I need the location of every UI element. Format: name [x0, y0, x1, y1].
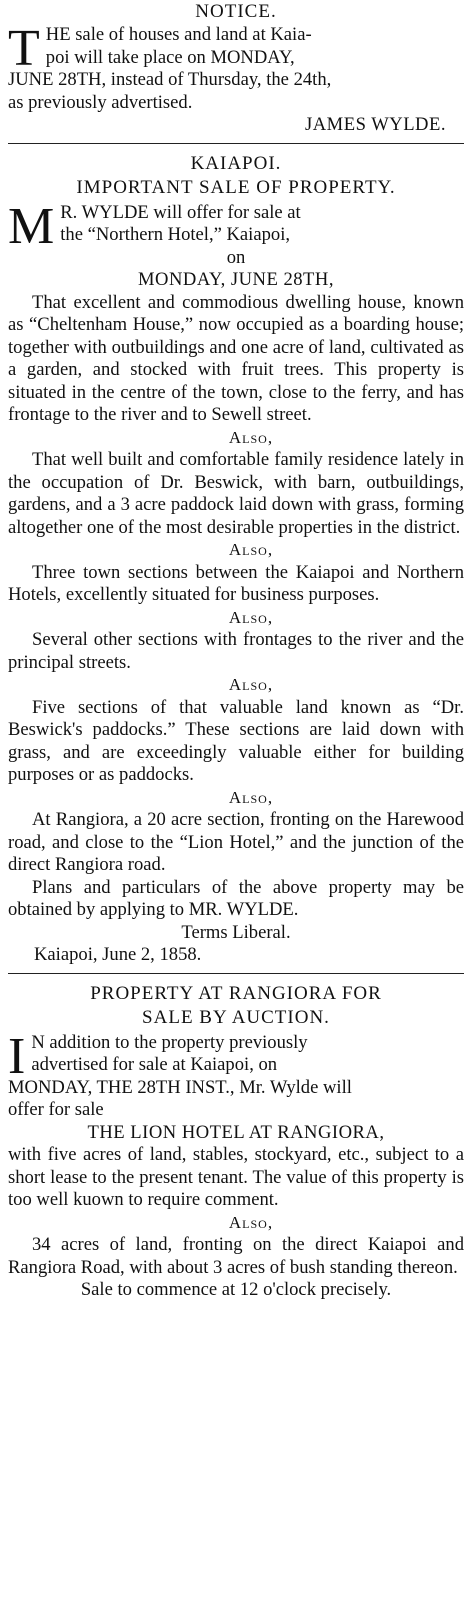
hotel-description: with five acres of land, stables, stockyard, etc., subject to a short lease to the present tenant. The value of this property is too well kuown to require comment.	[8, 1144, 464, 1210]
sale-heading: SALE BY AUCTION.	[142, 1006, 330, 1028]
notice-line: JUNE 28TH, instead of Thursday, the 24th,	[8, 69, 332, 90]
kaiapoi-sale-advertisement	[8, 152, 464, 967]
intro-line: MONDAY, THE 28TH INST., Mr. Wylde will	[8, 1076, 352, 1098]
hotel-title: THE LION HOTEL AT RANGIORA,	[87, 1121, 385, 1143]
property-item: That well built and comfortable family residence lately in the occupation of Dr. Beswick, with barn, outbuildings, gardens, and a 3 acre paddock laid down with grass, forming altogether one of the most desirable properties in the district.	[8, 449, 464, 538]
notice-line: HE sale of houses and land at Kaia-	[45, 24, 312, 45]
dateline: Kaiapoi, June 2, 1858.	[34, 944, 202, 965]
intro-line: advertised for sale at Kaiapoi, on	[31, 1054, 278, 1075]
land-description: 34 acres of land, fronting on the direct Kaiapoi and Rangiora Road, with about 3 acres of bush standing thereon.	[8, 1234, 464, 1278]
sale-date: MONDAY, JUNE 28TH,	[138, 269, 334, 290]
intro-line: offer for sale	[8, 1099, 104, 1120]
property-item: Several other sections with frontages to the river and the principal streets.	[8, 629, 464, 673]
intro-line: N addition to the property previously	[31, 1031, 308, 1053]
intro-line: R. WYLDE will offer for sale at	[60, 201, 301, 223]
notice-signature: JAMES WYLDE.	[305, 114, 446, 135]
sale-intro	[8, 197, 464, 255]
also-label: Also,	[228, 607, 274, 627]
also-label: Also,	[228, 540, 274, 559]
divider	[8, 973, 464, 974]
notice-line: poi will take place on MONDAY,	[45, 46, 295, 68]
also-label: Also,	[228, 1212, 274, 1232]
also-label: Also,	[228, 675, 274, 694]
commence-text: Sale to commence at 12 o'clock precisely.	[80, 1279, 392, 1300]
property-item: That excellent and commodious dwelling house, known as “Cheltenham House,” now occupied as a boarding house; together with outbuildings and one acre of land, cultivated as a garden, and stocked with fruit trees. This property is situated in the centre of the town, close to the ferry, and has frontage to the river and to Sewell street.	[8, 291, 464, 425]
also-label: Also,	[228, 427, 274, 447]
drop-cap: M	[8, 197, 55, 255]
divider	[8, 143, 464, 144]
drop-cap: I	[8, 1027, 26, 1085]
property-item: At Rangiora, a 20 acre section, fronting on the Harewood road, and close to the “Lion Hotel,” and the junction of the direct Rangiora road.	[8, 809, 464, 875]
terms-text: Terms Liberal.	[181, 921, 291, 943]
sale-heading: PROPERTY AT RANGIORA FOR	[90, 982, 382, 1004]
also-label: Also,	[228, 787, 274, 807]
drop-cap: T	[8, 20, 40, 77]
intro-on: on	[226, 246, 246, 268]
place-heading: KAIAPOI.	[190, 152, 282, 174]
notice-heading: NOTICE.	[195, 1, 277, 22]
plans-text: Plans and particulars of the above property may be obtained by applying to MR. WYLDE.	[8, 876, 464, 920]
sale-intro	[8, 1027, 464, 1122]
notice-body	[8, 20, 464, 137]
property-item: Three town sections between the Kaiapoi and Northern Hotels, excellently situated for business purposes.	[8, 561, 464, 605]
property-item: Five sections of that valuable land known as “Dr. Beswick's paddocks.” These sections are laid down with grass, and are exceedingly valuable either for building purposes or as paddocks.	[8, 696, 464, 785]
notice-advertisement	[8, 0, 464, 137]
notice-line: as previously advertised.	[8, 91, 193, 113]
rangiora-sale-advertisement	[8, 982, 464, 1302]
sale-heading: IMPORTANT SALE OF PROPERTY.	[76, 176, 396, 198]
intro-line: the “Northern Hotel,” Kaiapoi,	[60, 224, 291, 245]
